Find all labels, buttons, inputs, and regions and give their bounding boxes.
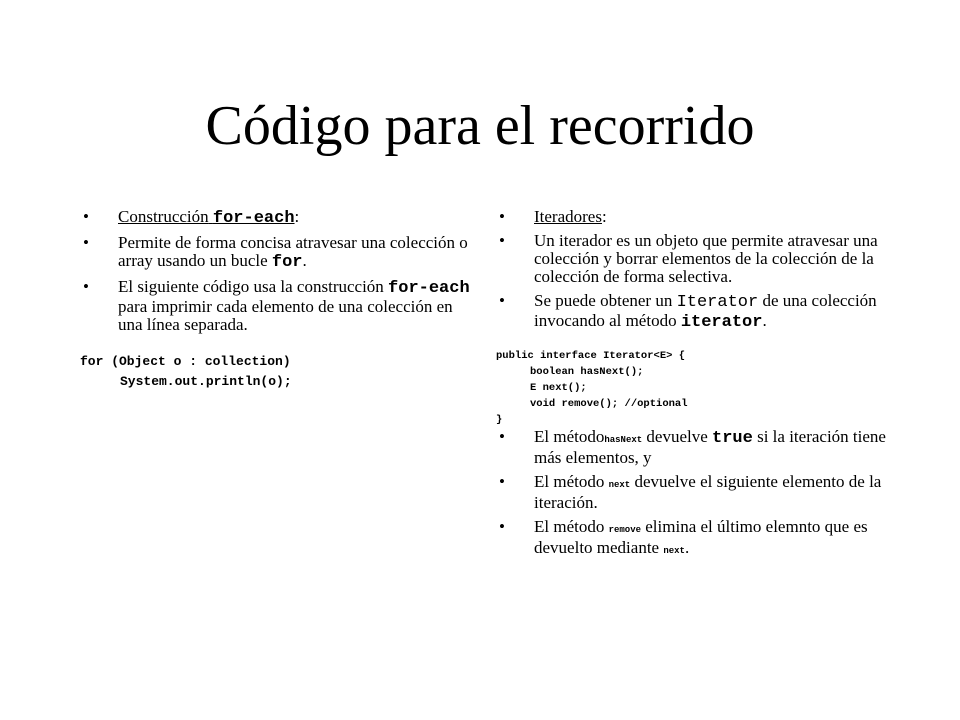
list-item: • Construcción for-each: bbox=[83, 207, 300, 228]
list-item: • Un iterador es un objeto que permite atravesar una colección y borrar elementos de la colección de la colección de forma selectiva. bbox=[499, 231, 878, 286]
code-line: void remove(); //optional bbox=[530, 398, 688, 410]
bullet-icon: • bbox=[499, 517, 505, 536]
list-item: • Permite de forma concisa atravesar una colección o array usando un bucle for. bbox=[83, 233, 468, 272]
bullet-icon: • bbox=[499, 427, 505, 446]
list-item: • El método next devuelve el siguiente elemento de la iteración. bbox=[499, 472, 882, 512]
right-bullet-list bbox=[496, 208, 886, 332]
for-each-code-block bbox=[80, 352, 480, 392]
code-line: public interface Iterator<E> { bbox=[496, 350, 686, 362]
bullet-label: Construcción for-each bbox=[118, 207, 295, 228]
bullet-icon: • bbox=[499, 207, 505, 226]
code-line: System.out.println(o); bbox=[120, 374, 292, 389]
bullet-icon: • bbox=[499, 291, 505, 310]
slide-title: Código para el recorrido bbox=[205, 95, 755, 157]
bullet-label: Iteradores bbox=[534, 207, 602, 226]
bullet-icon: • bbox=[499, 231, 505, 250]
left-bullet-list bbox=[80, 208, 480, 334]
list-item: • El método remove elimina el último elemnto que es devuelto mediante next. bbox=[499, 517, 868, 557]
list-item: • El siguiente código usa la construcción for-each para imprimir cada elemento de una colección en una línea separada. bbox=[83, 277, 470, 334]
list-item: • El métodohasNext devuelve true si la iteración tiene más elementos, y bbox=[499, 427, 886, 467]
code-line: } bbox=[496, 414, 503, 426]
bullet-icon: • bbox=[499, 472, 505, 491]
bullet-icon: • bbox=[83, 207, 89, 226]
code-line: boolean hasNext(); bbox=[530, 366, 644, 378]
bullet-icon: • bbox=[83, 233, 89, 252]
code-line: for (Object o : collection) bbox=[80, 354, 291, 369]
code-line: E next(); bbox=[530, 382, 587, 394]
right-method-bullet-list bbox=[496, 428, 886, 560]
iterator-interface-code-block bbox=[496, 348, 886, 428]
right-column bbox=[496, 208, 886, 566]
left-column bbox=[80, 208, 480, 392]
list-item: • Iteradores: bbox=[499, 207, 607, 226]
list-item: • Se puede obtener un Iterator de una colección invocando al método iterator. bbox=[499, 291, 877, 332]
bullet-icon: • bbox=[83, 277, 89, 296]
